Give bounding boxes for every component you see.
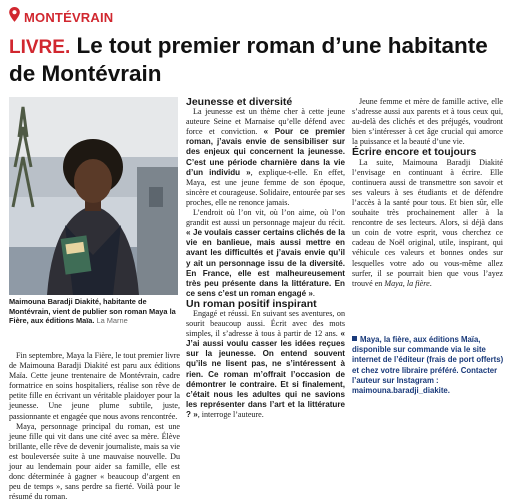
paragraph-parents: Jeune femme et mère de famille active, elle s’adresse aussi aux parents et à tous ceux qui, au-delà des clichés et des préjugés, voudront bien s’intéresser à cet âge crucial qui amorce la puissance et la beauté d’une vie. bbox=[352, 97, 503, 147]
paragraph-roman bbox=[186, 309, 345, 420]
paragraph-summary: Maya, personnage principal du roman, est une jeune fille qui vit dans une cité avec sa mère. Élève brillante, elle rêve de devenir journaliste, mais sa vie est bouleversée suite à une mauvaise nouvelle. Du jour au lendemain pour aider sa famille, elle est donc déterminée à gagner « beaucoup d’argent en peu de temps », sans perdre sa fierté. Voilà pour le résumé du roman. bbox=[9, 421, 180, 502]
article-column-1 bbox=[9, 351, 180, 502]
text-run: , interroge l’auteure. bbox=[197, 409, 264, 419]
subheading-jeunesse: Jeunesse et diversité bbox=[186, 96, 293, 108]
paragraph-suite bbox=[352, 158, 503, 289]
quote-highlight: « J’ai aussi voulu casser les idées reçues sur la jeunesse. On entend souvent qu’ils ne lisent pas, ne s’intéressent à rien. Ce roman m’offrait l’occasion de démontrer le contraire. Et si finalement, c’était nous les adultes qui ne savions les représenter dans l’art et la littérature ? » bbox=[186, 329, 345, 419]
location-label: MONTÉVRAIN bbox=[24, 9, 114, 25]
map-pin-icon bbox=[9, 7, 20, 27]
quote-highlight: « Je voulais casser certains clichés de la vie en banlieue, mais aussi mettre en avant les difficultés et j’avais envie qu’il y ait un personnage issu de la diversité. En France, elle est malheureusement très peu présente dans la littérature. En ce sens c’est un roman engagé » bbox=[186, 228, 345, 298]
location-header bbox=[9, 6, 113, 28]
headline-kicker: LIVRE. bbox=[9, 37, 71, 58]
article-column-2 bbox=[186, 97, 345, 420]
quote-highlight: « Pour ce premier roman, j’avais envie de sensibiliser sur des enjeux qui concernent la jeunesse. C’est une période charnière dans la vie d’un individu » bbox=[186, 127, 345, 177]
info-box bbox=[352, 335, 504, 396]
info-text: Maya, la fière, aux éditions Maïa, disponible sur commande via le site internet de l’éditeur (frais de port offerts) et chez votre libraire préféré. Contacter l’auteur sur Instagram : maimouna.baradji_diakite. bbox=[352, 335, 504, 396]
photo-caption bbox=[9, 297, 180, 326]
text-run: . bbox=[312, 288, 315, 298]
caption-text: Maimouna Baradji Diakité, habitante de Montévrain, vient de publier son roman Maya la Fière, aux éditions Maïa. bbox=[9, 297, 176, 326]
article-headline bbox=[9, 33, 504, 87]
paragraph-banlieue bbox=[186, 208, 345, 299]
text-run: La jeunesse est un thème cher à cette jeune auteure Seine et Marnaise qu’elle défend avec force et conviction. bbox=[186, 107, 345, 137]
subheading-roman: Un roman positif inspirant bbox=[186, 297, 317, 310]
paragraph-intro: Fin septembre, Maya la Fière, le tout premier livre de Maimouna Baradji Diakité est paru aux éditions Maïa. Cette jeune trentenaire de Montévrain, cadre formatrice en soins hospitaliers, réalise son rêve de petite fille en écrivant un véritable plaidoyer pour la jeunesse. Une jeune plume subtile, juste, passionnante et engagée que nous avons rencontrée. bbox=[9, 351, 180, 421]
headline-title: Le tout premier roman d’une habitante de Montévrain bbox=[9, 33, 488, 86]
text-run: La suite, Maimouna Baradji Diakité l’envisage en continuant à écrire. Elle continuera aussi de transmettre son savoir et ses valeurs à ses étudiants et de défendre l’accès à la santé pour tous. Et bien sûr, elle souhaite très prochainement aller à la rencontre de ses lecteurs. Alors, si déjà dans un coin de votre esprit, vous cherchez ce cadeau de Noël original, utile, inspirant, qui véhicule ces valeurs et bonnes ondes sur lesquelles votre ado ou vous-même allez surfer, il se pourrait bien que vous l’ayez trouvé en bbox=[352, 157, 503, 288]
subheading-ecrire: Écrire encore et toujours bbox=[352, 146, 477, 159]
text-run: L’endroit où l’on vit, où l’on aime, où l’on grandit est aussi un personnage majeur du récit. bbox=[186, 208, 345, 228]
article-column-3 bbox=[352, 97, 503, 289]
bullet-square-icon bbox=[352, 336, 357, 341]
book-title: Maya, la fière bbox=[384, 278, 430, 288]
text-run: Engagé et réussi. En suivant ses aventures, on sourit beaucoup aussi. Écrit avec des mots simples, il s’adresse à tous à partir de 12 ans. bbox=[186, 308, 345, 339]
photo-credit: La Marne bbox=[96, 316, 128, 326]
paragraph-jeunesse bbox=[186, 107, 345, 208]
author-photo bbox=[9, 97, 178, 295]
text-run: , explique-t-elle. En effet, Maya, est une jeune femme de son époque, sincère et courageuse. Solidaire, entourée par ses proches, elle ne renonce jamais. bbox=[186, 167, 345, 207]
text-run: . bbox=[429, 278, 432, 288]
